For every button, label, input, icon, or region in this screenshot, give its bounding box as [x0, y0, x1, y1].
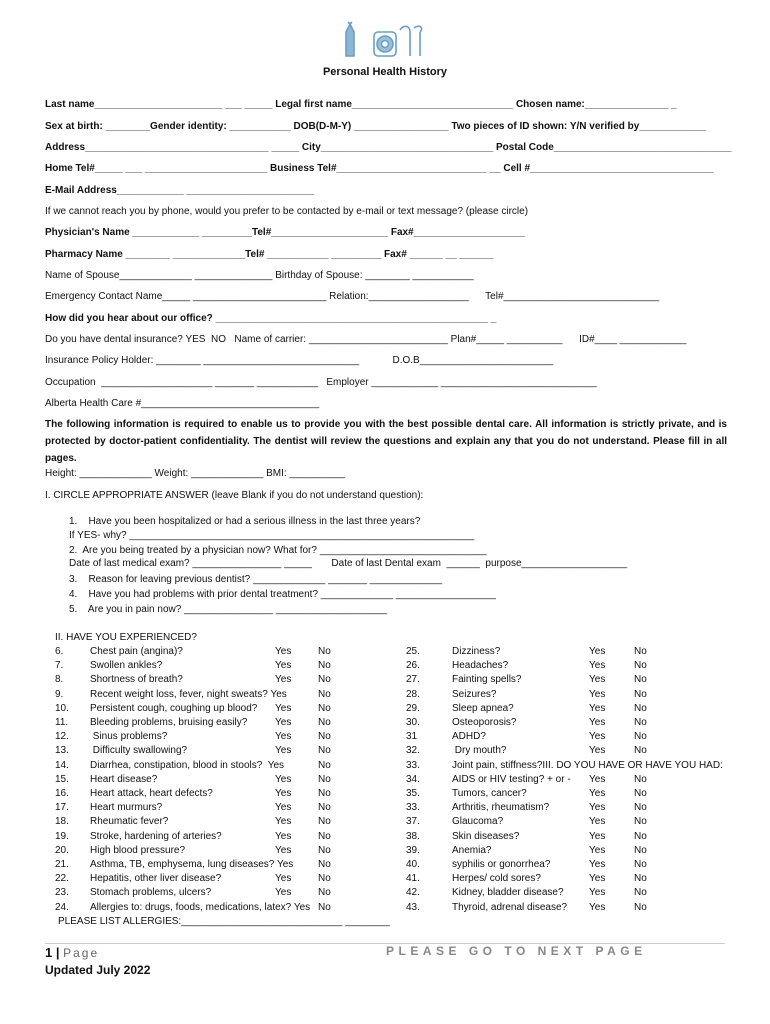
question-number: 23.: [55, 887, 69, 899]
yes-option[interactable]: Yes: [589, 844, 606, 856]
question-1-why[interactable]: If YES- why? ______________________________________________________________: [69, 530, 475, 541]
question-text: Difficulty swallowing?: [90, 745, 188, 757]
question-text: Osteoporosis?: [452, 717, 517, 728]
height-weight-fields[interactable]: Height: _____________ Weight: _____________ BMI: __________: [45, 468, 346, 479]
no-option[interactable]: No: [634, 887, 647, 899]
question-text: AIDS or HIV testing? + or -: [452, 773, 571, 785]
yes-option[interactable]: Yes: [589, 788, 606, 799]
question-text: Swollen ankles?: [90, 660, 163, 672]
question-number: 31: [406, 731, 418, 743]
question-text: High blood pressure?: [90, 844, 186, 856]
no-option[interactable]: No: [318, 688, 331, 700]
question-text: Rheumatic fever?: [90, 816, 169, 828]
no-option[interactable]: No: [318, 660, 331, 672]
no-option[interactable]: No: [634, 773, 647, 785]
pharmacy-fields[interactable]: Pharmacy Name ________ _____________Tel# ___________ _________ Fax# ______ __ ______: [45, 249, 493, 260]
question-number: 19.: [55, 830, 69, 842]
question-number: 13.: [55, 745, 69, 757]
question-number: 16.: [55, 788, 69, 799]
no-option[interactable]: No: [634, 688, 647, 700]
no-option[interactable]: No: [318, 702, 331, 714]
question-text: Heart disease?: [90, 773, 158, 785]
question-number: 43.: [406, 901, 420, 913]
question-text: Seizures?: [452, 688, 497, 700]
question-text: Diarrhea, constipation, blood in stools? Yes: [90, 759, 285, 771]
question-text: Kidney, bladder disease?: [452, 887, 564, 899]
contact-preference[interactable]: If we cannot reach you by phone, would you prefer to be contacted by e-mail or text message? (please circle): [45, 206, 529, 217]
no-option[interactable]: No: [634, 859, 647, 870]
emergency-contact-fields[interactable]: Emergency Contact Name_____ ________________________ Relation:__________________ Tel#____________________________: [45, 291, 660, 302]
yes-option[interactable]: Yes: [275, 773, 292, 785]
yes-option[interactable]: Yes: [589, 873, 606, 885]
referral-field[interactable]: How did you hear about our office? _________________________________________________ _: [45, 313, 497, 324]
page-number: [45, 945, 99, 960]
no-option[interactable]: No: [318, 816, 331, 828]
exam-dates[interactable]: Date of last medical exam? ________________ _____ Date of last Dental exam ______ purpose___________________: [69, 558, 628, 569]
question-number: 41.: [406, 873, 420, 885]
question-number: 28.: [406, 688, 420, 700]
no-option[interactable]: No: [634, 830, 647, 842]
question-3[interactable]: 3. Reason for leaving previous dentist? _____________ _______ _____________: [69, 574, 443, 585]
question-number: 15.: [55, 773, 69, 785]
no-option[interactable]: No: [634, 717, 647, 728]
no-option[interactable]: No: [318, 773, 331, 785]
section-2-heading: II. HAVE YOU EXPERIENCED?: [55, 632, 197, 643]
intro-paragraph: The following information is required to enable us to provide you with the best possible dental care. All information is strictly private, and is protected by doctor-patient confidentiality. The dentist will review the questions and explain any that you do not understand. Please fill in all pages.: [45, 419, 727, 464]
no-option[interactable]: No: [318, 731, 331, 743]
question-text: Bleeding problems, bruising easily?: [90, 717, 248, 728]
question-number: 17.: [55, 802, 69, 814]
question-number: 6.: [55, 646, 64, 657]
question-text: Persistent cough, coughing up blood?: [90, 702, 258, 714]
no-option[interactable]: No: [634, 873, 647, 885]
yes-option[interactable]: Yes: [589, 802, 606, 814]
insurance-fields[interactable]: Do you have dental insurance? YES NO Name of carrier: _________________________ Plan#_____ __________ ID#____ ____________: [45, 334, 687, 345]
yes-option[interactable]: Yes: [589, 901, 606, 913]
no-option[interactable]: No: [318, 887, 331, 899]
yes-option[interactable]: Yes: [275, 802, 292, 814]
question-number: 37.: [406, 816, 420, 828]
no-option[interactable]: No: [318, 859, 331, 870]
yes-option[interactable]: Yes: [589, 830, 606, 842]
no-option[interactable]: No: [318, 759, 331, 771]
question-text: Fainting spells?: [452, 674, 522, 686]
yes-option[interactable]: Yes: [589, 688, 606, 700]
question-number: 12.: [55, 731, 69, 743]
question-text: syphilis or gonorrhea?: [452, 859, 551, 870]
phone-fields[interactable]: Home Tel#_____ ___ ______________________ Business Tel#___________________________ __ Cell #_________________________________: [45, 163, 714, 174]
question-text: Stomach problems, ulcers?: [90, 887, 212, 899]
question-text: Heart attack, heart defects?: [90, 788, 213, 799]
no-option[interactable]: No: [318, 788, 331, 799]
question-number: 25.: [406, 646, 420, 657]
allergies-field[interactable]: PLEASE LIST ALLERGIES:_____________________________ ________: [58, 916, 390, 927]
yes-option[interactable]: Yes: [589, 731, 606, 743]
question-text: Dizziness?: [452, 646, 501, 657]
page-number-value: 1: [45, 945, 53, 960]
yes-option[interactable]: Yes: [589, 646, 606, 657]
yes-option[interactable]: Yes: [589, 816, 606, 828]
question-text: Shortness of breath?: [90, 674, 183, 686]
health-care-field[interactable]: Alberta Health Care #________________________________: [45, 398, 320, 409]
question-number: 8.: [55, 674, 64, 686]
no-option[interactable]: No: [634, 731, 647, 743]
question-text: Skin diseases?: [452, 830, 520, 842]
question-1[interactable]: 1. Have you been hospitalized or had a serious illness in the last three years?: [69, 516, 421, 527]
yes-option[interactable]: Yes: [589, 674, 606, 686]
physician-fields[interactable]: Physician's Name ____________ _________Tel#_____________________ Fax#____________________: [45, 227, 525, 238]
no-option[interactable]: No: [318, 802, 331, 814]
no-option[interactable]: No: [318, 745, 331, 757]
question-text: Joint pain, stiffness?III. DO YOU HAVE OR HAVE YOU HAD:: [452, 759, 723, 771]
updated-date: Updated July 2022: [45, 963, 151, 977]
question-text: Herpes/ cold sores?: [452, 873, 541, 885]
question-number: 35.: [406, 788, 420, 799]
no-option[interactable]: No: [634, 802, 647, 814]
no-option[interactable]: No: [318, 646, 331, 657]
question-5[interactable]: 5. Are you in pain now? ________________ ____________________: [69, 604, 388, 615]
yes-option[interactable]: Yes: [275, 873, 292, 885]
question-text: Dry mouth?: [452, 745, 507, 757]
question-text: Anemia?: [452, 844, 492, 856]
question-number: 33.: [406, 802, 420, 814]
no-option[interactable]: No: [634, 901, 647, 913]
question-text: Allergies to: drugs, foods, medications, latex? Yes: [90, 901, 311, 913]
yes-option[interactable]: Yes: [589, 887, 606, 899]
no-option[interactable]: No: [634, 660, 647, 672]
question-number: 21.: [55, 859, 69, 870]
address-fields[interactable]: Address_________________________________ _____ City_______________________________ Postal Code________________________________: [45, 142, 732, 153]
question-number: 10.: [55, 702, 69, 714]
question-text: Hepatitis, other liver disease?: [90, 873, 222, 885]
question-2[interactable]: 2. Are you being treated by a physician now? What for? ______________________________: [69, 545, 487, 556]
question-number: 39.: [406, 844, 420, 856]
yes-option[interactable]: Yes: [275, 788, 292, 799]
no-option[interactable]: No: [634, 816, 647, 828]
no-option[interactable]: No: [634, 646, 647, 657]
question-number: 38.: [406, 830, 420, 842]
policy-holder-fields[interactable]: Insurance Policy Holder: ________ ____________________________ D.O.B________________________: [45, 355, 554, 366]
question-number: 20.: [55, 844, 69, 856]
question-text: Glaucoma?: [452, 816, 504, 828]
spouse-fields[interactable]: Name of Spouse_____________ ______________ Birthday of Spouse: ________ ___________: [45, 270, 474, 281]
no-option[interactable]: No: [634, 745, 647, 757]
no-option[interactable]: No: [318, 717, 331, 728]
no-option[interactable]: No: [634, 702, 647, 714]
no-option[interactable]: No: [318, 901, 331, 913]
page-sep: |: [52, 945, 64, 960]
question-number: 9.: [55, 688, 64, 700]
page-word: Page: [63, 946, 100, 960]
yes-option[interactable]: Yes: [275, 702, 292, 714]
question-number: 26.: [406, 660, 420, 672]
dental-tools-logo: [340, 20, 430, 60]
yes-option[interactable]: Yes: [275, 660, 292, 672]
no-option[interactable]: No: [318, 830, 331, 842]
yes-option[interactable]: Yes: [275, 745, 292, 757]
question-number: 34.: [406, 773, 420, 785]
yes-option[interactable]: Yes: [275, 816, 292, 828]
section-1-heading: I. CIRCLE APPROPRIATE ANSWER (leave Blank if you do not understand question):: [45, 490, 424, 501]
next-page-note: PLEASE GO TO NEXT PAGE: [386, 944, 647, 958]
yes-option[interactable]: Yes: [589, 660, 606, 672]
question-number: 40.: [406, 859, 420, 870]
question-number: 18.: [55, 816, 69, 828]
question-number: 22.: [55, 873, 69, 885]
question-number: 30.: [406, 717, 420, 728]
question-number: 42.: [406, 887, 420, 899]
no-option[interactable]: No: [634, 788, 647, 799]
yes-option[interactable]: Yes: [275, 887, 292, 899]
yes-option[interactable]: Yes: [275, 646, 292, 657]
question-text: Asthma, TB, emphysema, lung diseases? Yes: [90, 859, 294, 870]
yes-option[interactable]: Yes: [275, 717, 292, 728]
yes-option[interactable]: Yes: [275, 830, 292, 842]
question-text: Headaches?: [452, 660, 509, 672]
page-title: Personal Health History: [322, 66, 448, 78]
question-text: Tumors, cancer?: [452, 788, 527, 799]
question-text: Sleep apnea?: [452, 702, 514, 714]
occupation-fields[interactable]: Occupation ____________________ _______ ___________ Employer ____________ ____________________________: [45, 377, 597, 388]
yes-option[interactable]: Yes: [589, 773, 606, 785]
question-text: Sinus problems?: [90, 731, 168, 743]
no-option[interactable]: No: [634, 674, 647, 686]
no-option[interactable]: No: [318, 674, 331, 686]
name-fields[interactable]: Last name_______________________ ___ _____ Legal first name_____________________________ Chosen name:_______________ _: [45, 99, 677, 110]
question-4[interactable]: 4. Have you had problems with prior dental treatment? _____________ __________________: [69, 589, 496, 600]
question-number: 32.: [406, 745, 420, 757]
question-text: Arthritis, rheumatism?: [452, 802, 550, 814]
identity-fields[interactable]: Sex at birth: ________Gender identity: ___________ DOB(D-M-Y) _________________ Two pieces of ID shown: Y/N verified by____________: [45, 121, 707, 132]
yes-option[interactable]: Yes: [589, 859, 606, 870]
question-text: Chest pain (angina)?: [90, 646, 183, 657]
yes-option[interactable]: Yes: [275, 674, 292, 686]
question-number: 14.: [55, 759, 69, 771]
question-text: ADHD?: [452, 731, 486, 743]
no-option[interactable]: No: [318, 844, 331, 856]
question-text: Heart murmurs?: [90, 802, 163, 814]
question-text: Thyroid, adrenal disease?: [452, 901, 568, 913]
question-text: Stroke, hardening of arteries?: [90, 830, 222, 842]
question-number: 24.: [55, 901, 69, 913]
question-number: 11.: [55, 717, 69, 728]
yes-option[interactable]: Yes: [589, 745, 606, 757]
yes-option[interactable]: Yes: [589, 717, 606, 728]
question-number: 33.: [406, 759, 420, 771]
yes-option[interactable]: Yes: [275, 844, 292, 856]
question-number: 7.: [55, 660, 64, 672]
no-option[interactable]: No: [318, 873, 331, 885]
question-text: Recent weight loss, fever, night sweats? Yes: [90, 688, 287, 700]
yes-option[interactable]: Yes: [589, 702, 606, 714]
question-number: 27.: [406, 674, 420, 686]
no-option[interactable]: No: [634, 844, 647, 856]
email-field[interactable]: E-Mail Address____________ _______________________: [45, 185, 315, 196]
question-number: 29.: [406, 702, 420, 714]
yes-option[interactable]: Yes: [275, 731, 292, 743]
